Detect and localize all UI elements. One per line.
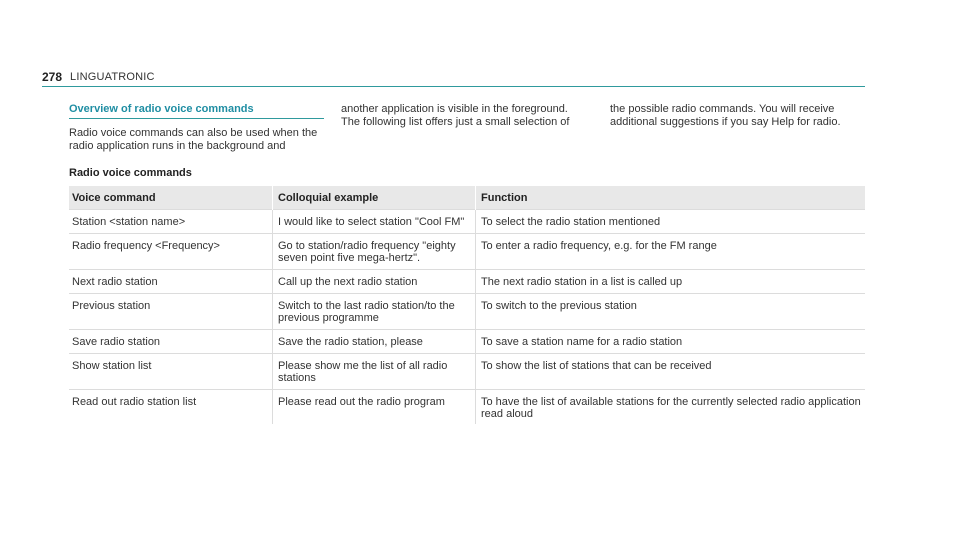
cell-function: To enter a radio frequency, e.g. for the FM range — [476, 234, 866, 270]
cell-colloquial-example: Switch to the last radio station/to the previous programme — [273, 294, 476, 330]
cell-function: The next radio station in a list is called up — [476, 270, 866, 294]
cell-colloquial-example: I would like to select station "Cool FM" — [273, 210, 476, 234]
table-row — [69, 354, 865, 390]
cell-colloquial-example: Please read out the radio program — [273, 390, 476, 425]
cell-function: To show the list of stations that can be received — [476, 354, 866, 390]
page-number: 278 — [42, 70, 63, 84]
header-divider — [42, 86, 865, 87]
table-row — [69, 270, 865, 294]
table-title: Radio voice commands — [69, 167, 192, 179]
section-title: Overview of radio voice commands — [69, 103, 254, 115]
cell-function: To switch to the previous station — [476, 294, 866, 330]
voice-commands-table — [69, 186, 865, 424]
cell-colloquial-example: Please show me the list of all radio stations — [273, 354, 476, 390]
intro-paragraph-1: Radio voice commands can also be used when the radio application runs in the background and — [69, 127, 318, 152]
column-header-colloquial-example: Colloquial example — [273, 186, 476, 210]
table-row — [69, 210, 865, 234]
cell-colloquial-example: Save the radio station, please — [273, 330, 476, 354]
cell-voice-command: Radio frequency <Frequency> — [69, 234, 273, 270]
cell-colloquial-example: Call up the next radio station — [273, 270, 476, 294]
table-row — [69, 330, 865, 354]
column-header-function: Function — [476, 186, 866, 210]
cell-voice-command: Previous station — [69, 294, 273, 330]
cell-voice-command: Show station list — [69, 354, 273, 390]
table-row — [69, 294, 865, 330]
table-header-row — [69, 186, 865, 210]
cell-function: To save a station name for a radio station — [476, 330, 866, 354]
intro-column-2 — [341, 103, 586, 129]
intro-paragraph-2: another application is visible in the foreground. The following list offers just a small selection of — [341, 103, 570, 128]
cell-voice-command: Station <station name> — [69, 210, 273, 234]
cell-voice-command: Read out radio station list — [69, 390, 273, 425]
cell-function: To select the radio station mentioned — [476, 210, 866, 234]
intro-paragraph-3: the possible radio commands. You will receive additional suggestions if you say Help for radio. — [610, 103, 841, 128]
section-name: LINGUATRONIC — [70, 71, 155, 83]
intro-column-1 — [69, 103, 324, 153]
table-row — [69, 390, 865, 425]
cell-colloquial-example: Go to station/radio frequency "eighty seven point five mega-hertz". — [273, 234, 476, 270]
intro-column-3 — [610, 103, 865, 129]
cell-voice-command: Next radio station — [69, 270, 273, 294]
cell-voice-command: Save radio station — [69, 330, 273, 354]
cell-function: To have the list of available stations for the currently selected radio application read aloud — [476, 390, 866, 425]
column-header-voice-command: Voice command — [69, 186, 273, 210]
table-row — [69, 234, 865, 270]
section-title-underline — [69, 118, 324, 119]
